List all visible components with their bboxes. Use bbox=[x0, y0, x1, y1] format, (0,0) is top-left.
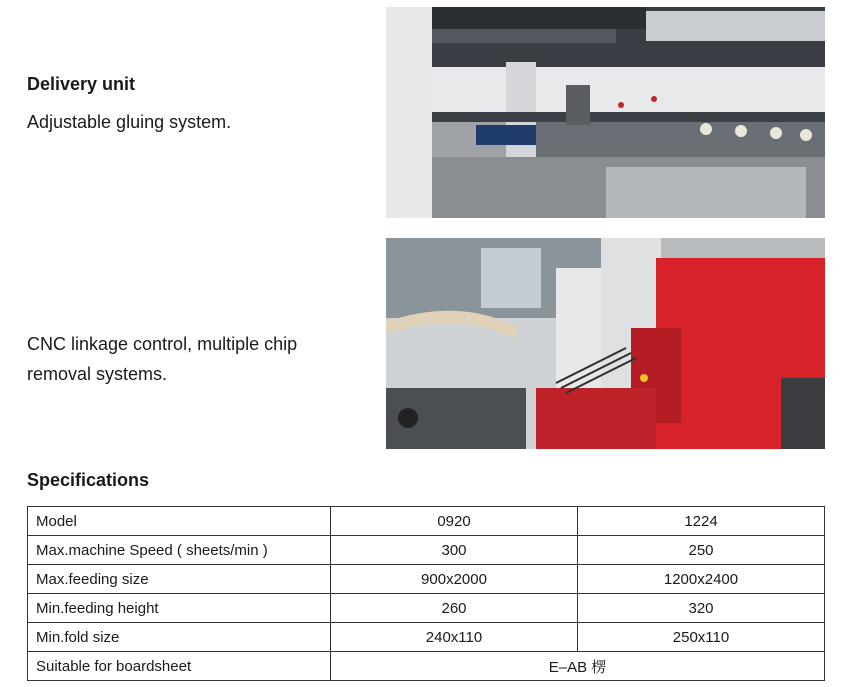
spec-value-boardsheet: E–AB 楞 bbox=[331, 652, 825, 681]
spec-value-model-1224: 250 bbox=[578, 536, 825, 565]
table-row bbox=[28, 652, 825, 681]
delivery-unit-photo bbox=[386, 7, 825, 218]
delivery-unit-description: Adjustable gluing system. bbox=[27, 112, 232, 132]
spec-value-model-0920: 0920 bbox=[331, 507, 578, 536]
spec-label: Suitable for boardsheet bbox=[28, 652, 331, 681]
spec-value-model-0920: 900x2000 bbox=[331, 565, 578, 594]
spec-value-model-1224: 1200x2400 bbox=[578, 565, 825, 594]
spec-label: Model bbox=[28, 507, 331, 536]
table-row bbox=[28, 594, 825, 623]
table-row bbox=[28, 536, 825, 565]
spec-label: Min.feeding height bbox=[28, 594, 331, 623]
spec-label: Max.feeding size bbox=[28, 565, 331, 594]
cnc-machine-photo bbox=[386, 238, 825, 449]
table-row bbox=[28, 565, 825, 594]
spec-value-model-1224: 1224 bbox=[578, 507, 825, 536]
spec-value-model-0920: 260 bbox=[331, 594, 578, 623]
cnc-description-line2: removal systems. bbox=[27, 364, 168, 384]
table-row bbox=[28, 623, 825, 652]
spec-value-model-0920: 300 bbox=[331, 536, 578, 565]
specifications-heading: Specifications bbox=[27, 470, 150, 490]
spec-label: Min.fold size bbox=[28, 623, 331, 652]
spec-value-model-0920: 240x110 bbox=[331, 623, 578, 652]
spec-value-model-1224: 250x110 bbox=[578, 623, 825, 652]
delivery-unit-heading: Delivery unit bbox=[27, 74, 136, 94]
spec-label: Max.machine Speed ( sheets/min ) bbox=[28, 536, 331, 565]
table-row bbox=[28, 507, 825, 536]
specifications-table bbox=[27, 506, 825, 681]
spec-value-model-1224: 320 bbox=[578, 594, 825, 623]
cnc-description-line1: CNC linkage control, multiple chip bbox=[27, 334, 298, 354]
